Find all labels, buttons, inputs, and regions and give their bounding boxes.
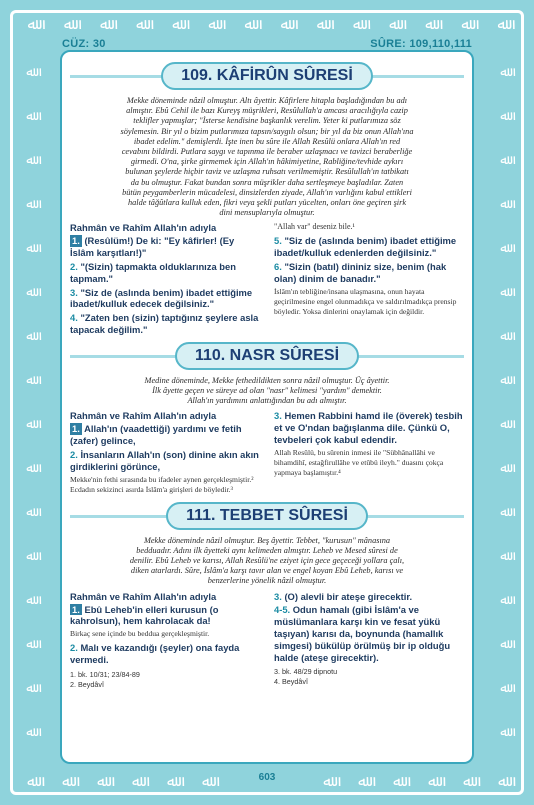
verse-number: 1. xyxy=(72,603,80,615)
ornament-icon: ﷲ xyxy=(26,636,34,651)
verse: 1. Allah'ın (vaadettiği) yardımı ve fetih (zafer) gelince, xyxy=(70,423,242,447)
ornament-icon: ﷲ xyxy=(26,416,34,431)
verse-columns xyxy=(70,591,464,690)
sura-banner xyxy=(70,340,464,372)
ornament-icon: ﷲ xyxy=(27,773,36,790)
sura-header: SÛRE: 109,110,111 xyxy=(370,38,472,50)
footnote: 2. Beydâvî xyxy=(70,679,104,689)
sura-banner xyxy=(70,60,464,92)
ornament-icon: ﷲ xyxy=(500,152,508,167)
ornament-icon: ﷲ xyxy=(500,108,508,123)
verse-note: İslâm'ın tebliğine/insana ulaşmasına, onun hayata geçirilmesine engel olunmadıkça ve saldırılmadıkça prensip böyledir. Yoksa dinlerini onaylamak için değildir. xyxy=(274,286,457,316)
ornament-icon: ﷲ xyxy=(26,284,34,299)
ornament-icon: ﷲ xyxy=(202,773,211,790)
left-column xyxy=(70,591,260,690)
ornament-icon: ﷲ xyxy=(26,240,34,255)
verse-columns xyxy=(70,410,464,497)
ornament-icon: ﷲ xyxy=(323,773,332,790)
ornament-icon: ﷲ xyxy=(500,636,508,651)
ornament-icon: ﷲ xyxy=(500,504,508,519)
ornament-icon: ﷲ xyxy=(26,460,34,475)
verse: 3. Hemen Rabbini hamd ile (överek) tesbih et ve O'ndan bağışlanma dile. Çünkü O, tevbeleri çok kabul edendir. xyxy=(274,410,463,446)
verse: 3. "Siz de (aslında benim) ibadet ettiğime ibadet/kulluk edecek değilsiniz." xyxy=(70,286,253,310)
ornament-icon: ﷲ xyxy=(389,16,398,33)
ornament-icon: ﷲ xyxy=(26,152,34,167)
left-column xyxy=(70,410,260,497)
sura-title: 111. TEBBET SÛRESİ xyxy=(166,502,368,530)
footnote: 3. bk. 48/29 dipnotu xyxy=(274,667,338,677)
footnotes xyxy=(70,670,260,690)
verse-number: 5. xyxy=(274,235,282,247)
ornament-icon: ﷲ xyxy=(352,16,362,33)
page-content xyxy=(70,58,464,690)
verse-number: 2. xyxy=(70,642,78,654)
footnote: 4. Beydâvî xyxy=(274,677,308,687)
verse-number: 3. xyxy=(274,410,282,422)
verse-number: 4. xyxy=(70,312,78,324)
page-panel xyxy=(60,50,474,764)
verse-number: 6. xyxy=(274,261,282,273)
ornament-icon: ﷲ xyxy=(358,773,367,790)
page-number: 603 xyxy=(258,772,276,783)
juz-header: CÜZ: 30 xyxy=(62,38,106,50)
ornament-icon: ﷲ xyxy=(167,773,176,790)
right-ornament-column xyxy=(496,50,512,754)
top-ornament-row xyxy=(14,13,520,35)
ornament-icon: ﷲ xyxy=(500,680,508,695)
sura-title: 109. KÂFİRÛN SÛRESİ xyxy=(161,62,373,90)
verse: 1. (Resûlüm!) De ki: "Ey kâfirler! (Ey İslâm karşıtları!)" xyxy=(70,235,235,259)
ornament-icon: ﷲ xyxy=(26,64,34,79)
right-column xyxy=(274,591,464,690)
ornament-icon: ﷲ xyxy=(132,773,141,790)
verse: 2. "(Sizin) tapmakta olduklarınıza ben tapmam." xyxy=(70,261,236,284)
ornament-icon: ﷲ xyxy=(26,328,34,343)
verse: 3. (O) alevli bir ateşe girecektir. xyxy=(274,590,413,602)
verse-note: "Allah var" deseniz bile.¹ xyxy=(274,222,355,232)
footnotes xyxy=(274,667,464,687)
ornament-icon: ﷲ xyxy=(497,16,507,33)
ornament-icon: ﷲ xyxy=(500,240,508,255)
ornament-icon: ﷲ xyxy=(500,548,508,563)
ornament-icon: ﷲ xyxy=(26,372,34,387)
verse-number: 3. xyxy=(274,590,282,602)
verse-number: 1. xyxy=(72,423,80,435)
ornament-icon: ﷲ xyxy=(99,16,109,33)
ornament-icon: ﷲ xyxy=(463,773,472,790)
ornament-icon: ﷲ xyxy=(172,16,182,33)
verse-number: 2. xyxy=(70,449,78,461)
ornament-icon: ﷲ xyxy=(26,108,34,123)
sura-intro: Medine döneminde, Mekke fethedildikten sonra nâzil olmuştur. Üç âyettir. İlk âyette geçen ve süreye ad olan "nasr" kelimesi "yardım" demektir. Allah'ın yardımını anlattığından bu adı almıştır. xyxy=(144,375,390,406)
basmala: Rahmân ve Rahîm Allah'ın adıyla xyxy=(70,590,217,602)
ornament-icon: ﷲ xyxy=(26,196,34,211)
ornament-icon: ﷲ xyxy=(461,16,471,33)
ornament-icon: ﷲ xyxy=(500,284,508,299)
verse-number: 3. xyxy=(70,286,78,298)
ornament-icon: ﷲ xyxy=(208,16,218,33)
verse: 2. Malı ve kazandığı (şeyler) ona fayda vermedi. xyxy=(70,642,240,666)
ornament-icon: ﷲ xyxy=(500,196,508,211)
basmala: Rahmân ve Rahîm Allah'ın adıyla xyxy=(70,410,217,422)
ornament-icon: ﷲ xyxy=(500,460,508,475)
basmala: Rahmân ve Rahîm Allah'ın adıyla xyxy=(70,222,217,234)
ornament-icon: ﷲ xyxy=(27,16,37,33)
ornament-icon: ﷲ xyxy=(26,504,34,519)
ornament-icon: ﷲ xyxy=(244,16,254,33)
sura-intro: Mekke döneminde nâzil olmuştur. Altı âyettir. Kâfirlere hitapla başladığından bu adı almıştır. Ebû Cehil ile bazı Kureyş müşrikleri, Resûlullah'a amcası aracılığıyla cazip teklifler yapmışlar; "İsterse kendisine başkanlık verelim. Yeter ki putlarımıza söz söylemesin. Bir yıl o bizim putlarımıza tapsın/saygılı olsun; bir yıl da biz onun Allah'ına ibadet edelim." demişlerdi. İşte inen bu sûre ile Allah Resûlü onlara Allah'ın red cevabını bildirdi. Putlara saygı ve tapınma ile beraber uzlaşmacı ve tavizci beraberliğe girmedi. O'na, şirke girmemek için Allah'ın hâkimiyetine, Rabliğine/tevhide aykırı bulunan şeylerde hiçbir taviz ve uzlaşma ruhsatı verilmemiştir. Resûlullah'ın tatbikatı da bu olmuştur. Fakat bundan sonra müşrikler daha sertleşmeye başladılar. Zaten bütün peygamberlerin mücadelesi, dinsizlerden ziyade, Allah'ın varlığını kabul ettikleri halde tâğûtlara kulluk eden, fikri veya şekli putları yücelten, onları öne geçiren şirk dini mensuplarıyla olmuştur. xyxy=(120,96,414,218)
right-column xyxy=(274,410,464,497)
ornament-icon: ﷲ xyxy=(500,592,508,607)
verse-columns xyxy=(70,222,464,337)
ornament-icon: ﷲ xyxy=(97,773,106,790)
ornament-icon: ﷲ xyxy=(500,724,508,739)
ornament-icon: ﷲ xyxy=(62,773,71,790)
footnote: 1. bk. 10/31; 23/84-89 xyxy=(70,669,140,679)
left-ornament-column xyxy=(22,50,38,754)
ornament-icon: ﷲ xyxy=(26,724,34,739)
verse: 6. "Sizin (batıl) dininiz size, benim (hak olan) dinim de banadır." xyxy=(274,261,447,284)
sura-intro: Mekke döneminde nâzil olmuştur. Beş âyettir. Tebbet, "kurusun" mânasına bedduadır. Adını ilk âyetteki aynı kelimeden almıştır. Leheb ve Mesed sûresi de denilir. Ebû Leheb ve karısı, Allah Resûlü'ne eziyet için gece geçeceği yollara çalı, diken atarlardı. Sûre, İslâm'a karşı tavır alan ve engel koyan Ebû Leheb, karısı ve benzerlerine yönelik nâzil olmuştur. xyxy=(129,535,405,586)
sura-banner xyxy=(70,500,464,532)
verse: 1. Ebû Leheb'in elleri kurusun (o kahrolsun), hem kahrolacak da! xyxy=(70,603,219,627)
verse-number: 2. xyxy=(70,261,78,273)
ornament-icon: ﷲ xyxy=(425,16,435,33)
verse-note: Birkaç sene içinde bu beddua gerçekleşmiştir. xyxy=(70,629,210,639)
right-column xyxy=(274,222,464,337)
verse-number: 4-5. xyxy=(274,604,291,616)
ornament-icon: ﷲ xyxy=(26,548,34,563)
ornament-icon: ﷲ xyxy=(280,16,290,33)
ornament-icon: ﷲ xyxy=(428,773,437,790)
ornament-icon: ﷲ xyxy=(500,416,508,431)
ornament-icon: ﷲ xyxy=(500,372,508,387)
verse-note: Mekke'nin fethi sırasında bu ifadeler aynen gerçekleşmiştir.² Ecdadın sekizinci asırda İslâm'a girişleri de böyledir.³ xyxy=(70,474,254,494)
sura-title: 110. NASR SÛRESİ xyxy=(175,342,359,370)
ornament-icon: ﷲ xyxy=(26,592,34,607)
ornament-icon: ﷲ xyxy=(316,16,326,33)
ornament-icon: ﷲ xyxy=(136,16,145,33)
verse: 4-5. Odun hamalı (gibi İslâm'a ve müslümanlara karşı kin ve fesat yükü taşıyan) karısı da, boynunda (hamallık simgesi) bükülüp örülmüş bir ip olduğu halde (ateşe girecektir). xyxy=(274,604,451,663)
ornament-icon: ﷲ xyxy=(63,16,73,33)
ornament-icon: ﷲ xyxy=(498,773,507,790)
verse-note: Allah Resûlü, bu sûrenin inmesi ile "Sübhânallâhi ve bihamdihî, estağfirullâhe ve etûbü ileyh." duasını çokça yapmaya başlamıştır.⁴ xyxy=(274,447,444,477)
ornament-icon: ﷲ xyxy=(500,64,508,79)
verse-number: 1. xyxy=(72,235,80,247)
verse: 5. "Siz de (aslında benim) ibadet ettiğime ibadet/kulluk edenlerden değilsiniz." xyxy=(274,235,457,259)
ornament-icon: ﷲ xyxy=(500,328,508,343)
ornament-icon: ﷲ xyxy=(393,773,402,790)
verse: 4. "Zaten ben (sizin) taptığınız şeylere asla tapacak değilim." xyxy=(70,312,259,336)
left-column xyxy=(70,222,260,337)
verse: 2. İnsanların Allah'ın (son) dinine akın akın girdiklerini görünce, xyxy=(70,449,259,472)
ornament-icon: ﷲ xyxy=(26,680,34,695)
